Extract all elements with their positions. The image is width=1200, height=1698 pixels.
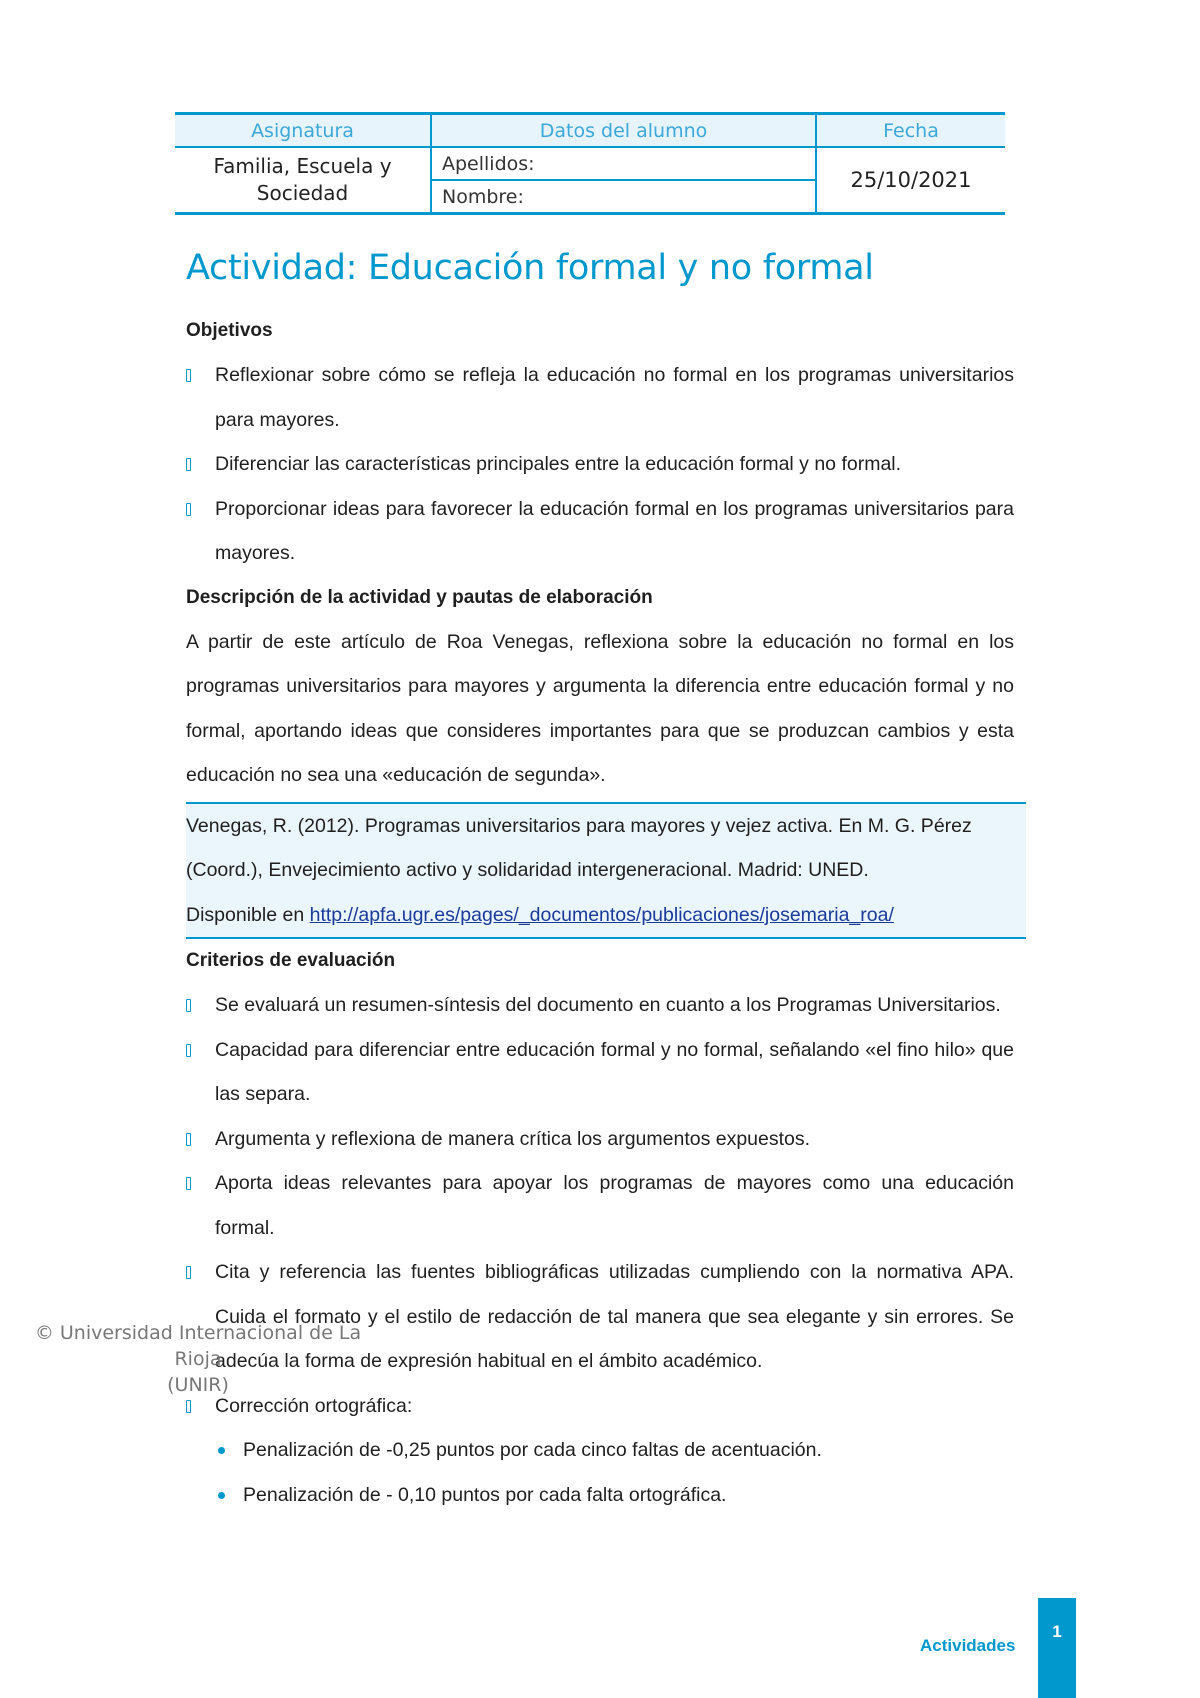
dot-bullet-icon	[218, 1492, 225, 1499]
list-item: Argumenta y reflexiona de manera crítica los argumentos expuestos.	[186, 1117, 1014, 1162]
description-text: A partir de este artículo de Roa Venegas, reflexiona sobre la educación no formal en los programas universitarios para mayores y argumenta la diferencia entre educación formal y no formal, aportando ideas que consideres importantes para que se produzcan cambios y esta educación no sea una «educación de segunda».	[186, 630, 1014, 786]
header-table	[175, 112, 1005, 215]
date-value: 25/10/2021	[816, 147, 1005, 212]
list-item: Diferenciar las características principales entre la educación formal y no formal.	[186, 442, 1014, 487]
list-item: Corrección ortográfica:	[186, 1384, 1014, 1429]
reference-text: Venegas, R. (2012). Programas universitarios para mayores y vejez activa. En M. G. Pérez (Coord.), Envejecimiento activo y solidaridad intergeneracional. Madrid: UNED.	[186, 814, 972, 881]
bullet-icon	[186, 458, 191, 471]
objectives-list	[186, 353, 1014, 576]
header-col-date: Fecha	[816, 115, 1005, 147]
subject-name	[175, 147, 431, 212]
page-number: 1	[1052, 1622, 1062, 1641]
list-item: Proporcionar ideas para favorecer la educación formal en los programas universitarios para mayores.	[186, 487, 1014, 576]
watermark-line-1: © Universidad Internacional de La Rioja	[34, 1322, 362, 1370]
subject-line-2: Sociedad	[256, 181, 349, 205]
criteria-heading: Criterios de evaluación	[186, 950, 396, 971]
list-item: Capacidad para diferenciar entre educación formal y no formal, señalando «el fino hilo» que las separa.	[186, 1028, 1014, 1117]
reference-box	[186, 802, 1026, 940]
list-item: Penalización de - 0,10 puntos por cada falta ortográfica.	[215, 1473, 1014, 1518]
bullet-icon	[186, 1044, 191, 1057]
list-item: Reflexionar sobre cómo se refleja la educación no formal en los programas universitarios para mayores.	[186, 353, 1014, 442]
bullet-icon	[186, 503, 191, 516]
surname-field[interactable]: Apellidos:	[431, 147, 816, 180]
bullet-icon	[186, 1177, 191, 1190]
footer-section-label: Actividades	[920, 1636, 1016, 1655]
dot-bullet-icon	[218, 1447, 225, 1454]
list-item: Aporta ideas relevantes para apoyar los programas de mayores como una educación formal.	[186, 1161, 1014, 1250]
watermark-line-2: (UNIR)	[167, 1374, 229, 1396]
bullet-icon	[186, 1133, 191, 1146]
reference-availability: Disponible en http://apfa.ugr.es/pages/_documentos/publicaciones/josemaria_roa/	[186, 903, 894, 926]
header-col-subject: Asignatura	[175, 115, 431, 147]
bullet-icon	[186, 999, 191, 1012]
copyright-watermark	[18, 1320, 378, 1398]
reference-link[interactable]: http://apfa.ugr.es/pages/_documentos/publicaciones/josemaria_roa/	[309, 903, 894, 926]
page-title: Actividad: Educación formal y no formal	[186, 248, 874, 288]
list-item: Se evaluará un resumen-síntesis del documento en cuanto a los Programas Universitarios.	[186, 983, 1014, 1028]
page-number-tab	[1038, 1598, 1076, 1698]
subject-line-1: Familia, Escuela y	[213, 154, 392, 178]
bullet-icon	[186, 1400, 191, 1413]
name-field[interactable]: Nombre:	[431, 180, 816, 212]
list-item: Cita y referencia las fuentes bibliográficas utilizadas cumpliendo con la normativa APA. Cuida el formato y el estilo de redacción de tal manera que sea elegante y sin errores. Se adecúa la forma de expresión habitual en el ámbito académico.	[186, 1250, 1014, 1384]
penalty-list	[215, 1428, 1014, 1517]
objectives-heading: Objetivos	[186, 320, 273, 341]
description-heading: Descripción de la actividad y pautas de elaboración	[186, 586, 653, 608]
header-col-student: Datos del alumno	[431, 115, 816, 147]
list-item: Penalización de -0,25 puntos por cada cinco faltas de acentuación.	[215, 1428, 1014, 1473]
bullet-icon	[186, 369, 191, 382]
bullet-icon	[186, 1266, 191, 1279]
